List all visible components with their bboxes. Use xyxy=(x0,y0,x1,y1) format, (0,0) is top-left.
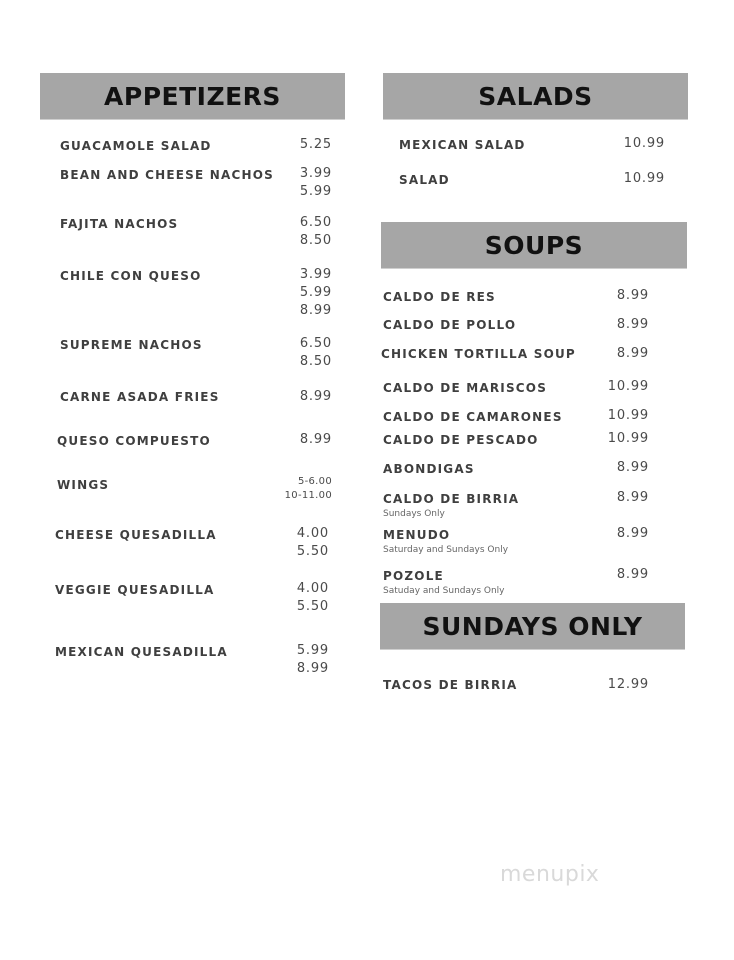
price-abondigas: 8.99 xyxy=(616,460,649,475)
menu-item-caldo-de-res: CALDO DE RES xyxy=(383,290,496,304)
salads-title: SALADS xyxy=(478,81,593,111)
price-fajita-nachos: 6.50 8.50 xyxy=(299,215,332,248)
price-bean-and-cheese-nachos: 3.99 5.99 xyxy=(299,166,332,199)
menu-item-supreme-nachos: SUPREME NACHOS xyxy=(60,338,203,352)
note-menudo: Saturday and Sundays Only xyxy=(383,545,509,555)
menu-item-queso-compuesto: QUESO COMPUESTO xyxy=(57,434,211,448)
menu-item-caldo-de-mariscos: CALDO DE MARISCOS xyxy=(383,381,548,395)
soups-title: SOUPS xyxy=(484,230,584,260)
menu-item-mexican-quesadilla: MEXICAN QUESADILLA xyxy=(55,645,228,659)
price-caldo-de-camarones: 10.99 xyxy=(607,408,649,423)
menu-item-caldo-de-pollo: CALDO DE POLLO xyxy=(383,318,517,332)
sundays-only-divider xyxy=(380,649,685,650)
menu-item-veggie-quesadilla: VEGGIE QUESADILLA xyxy=(55,583,215,597)
price-caldo-de-pescado: 10.99 xyxy=(607,431,649,446)
price-guacamole-salad: 5.25 xyxy=(299,137,332,152)
menu-item-carne-asada-fries: CARNE ASADA FRIES xyxy=(60,390,220,404)
salads-divider xyxy=(383,119,688,120)
note-caldo-de-birria: Sundays Only xyxy=(383,509,445,519)
sundays-only-title: SUNDAYS ONLY xyxy=(422,611,643,641)
menu-item-menudo: MENUDO xyxy=(383,528,451,542)
price-chile-con-queso: 3.99 5.99 8.99 xyxy=(299,267,332,318)
appetizers-title: APPETIZERS xyxy=(104,81,281,111)
price-carne-asada-fries: 8.99 xyxy=(299,389,332,404)
appetizers-banner xyxy=(40,73,345,119)
note-pozole: Satuday and Sundays Only xyxy=(383,586,505,596)
menu-item-wings: WINGS xyxy=(57,478,110,492)
menu-item-chile-con-queso: CHILE CON QUESO xyxy=(60,269,202,283)
price-caldo-de-birria: 8.99 xyxy=(616,490,649,505)
price-veggie-quesadilla: 4.00 5.50 xyxy=(296,581,329,614)
price-mexican-quesadilla: 5.99 8.99 xyxy=(296,643,329,676)
menu-item-bean-and-cheese-nachos: BEAN AND CHEESE NACHOS xyxy=(60,168,275,182)
menu-item-guacamole-salad: GUACAMOLE SALAD xyxy=(60,139,212,153)
sundays-only-banner xyxy=(380,603,685,649)
menu-item-caldo-de-birria: CALDO DE BIRRIA xyxy=(383,492,520,506)
price-wings: 5-6.00 10-11.00 xyxy=(284,476,332,501)
price-queso-compuesto: 8.99 xyxy=(299,432,332,447)
price-cheese-quesadilla: 4.00 5.50 xyxy=(296,526,329,559)
menu-item-cheese-quesadilla: CHEESE QUESADILLA xyxy=(55,528,217,542)
price-chicken-tortilla-soup: 8.99 xyxy=(616,346,649,361)
menu-item-abondigas: ABONDIGAS xyxy=(383,462,475,476)
price-pozole: 8.99 xyxy=(616,567,649,582)
price-tacos-de-birria: 12.99 xyxy=(607,677,649,692)
appetizers-divider xyxy=(40,119,345,120)
menu-item-mexican-salad: MEXICAN SALAD xyxy=(399,138,526,152)
soups-divider xyxy=(381,268,687,269)
price-caldo-de-mariscos: 10.99 xyxy=(607,379,649,394)
soups-banner xyxy=(381,222,687,268)
menu-item-tacos-de-birria: TACOS DE BIRRIA xyxy=(383,678,518,692)
salads-banner xyxy=(383,73,688,119)
price-mexican-salad: 10.99 xyxy=(623,136,665,151)
price-caldo-de-res: 8.99 xyxy=(616,288,649,303)
price-menudo: 8.99 xyxy=(616,526,649,541)
menu-item-caldo-de-camarones: CALDO DE CAMARONES xyxy=(383,410,563,424)
price-caldo-de-pollo: 8.99 xyxy=(616,317,649,332)
price-salad: 10.99 xyxy=(623,171,665,186)
menu-item-fajita-nachos: FAJITA NACHOS xyxy=(60,217,179,231)
menu-item-caldo-de-pescado: CALDO DE PESCADO xyxy=(383,433,539,447)
price-supreme-nachos: 6.50 8.50 xyxy=(299,336,332,369)
menu-item-pozole: POZOLE xyxy=(383,569,444,583)
menu-item-chicken-tortilla-soup: CHICKEN TORTILLA SOUP xyxy=(381,347,576,361)
menu-item-salad: SALAD xyxy=(399,173,450,187)
menupix-watermark: menupix xyxy=(500,862,600,887)
